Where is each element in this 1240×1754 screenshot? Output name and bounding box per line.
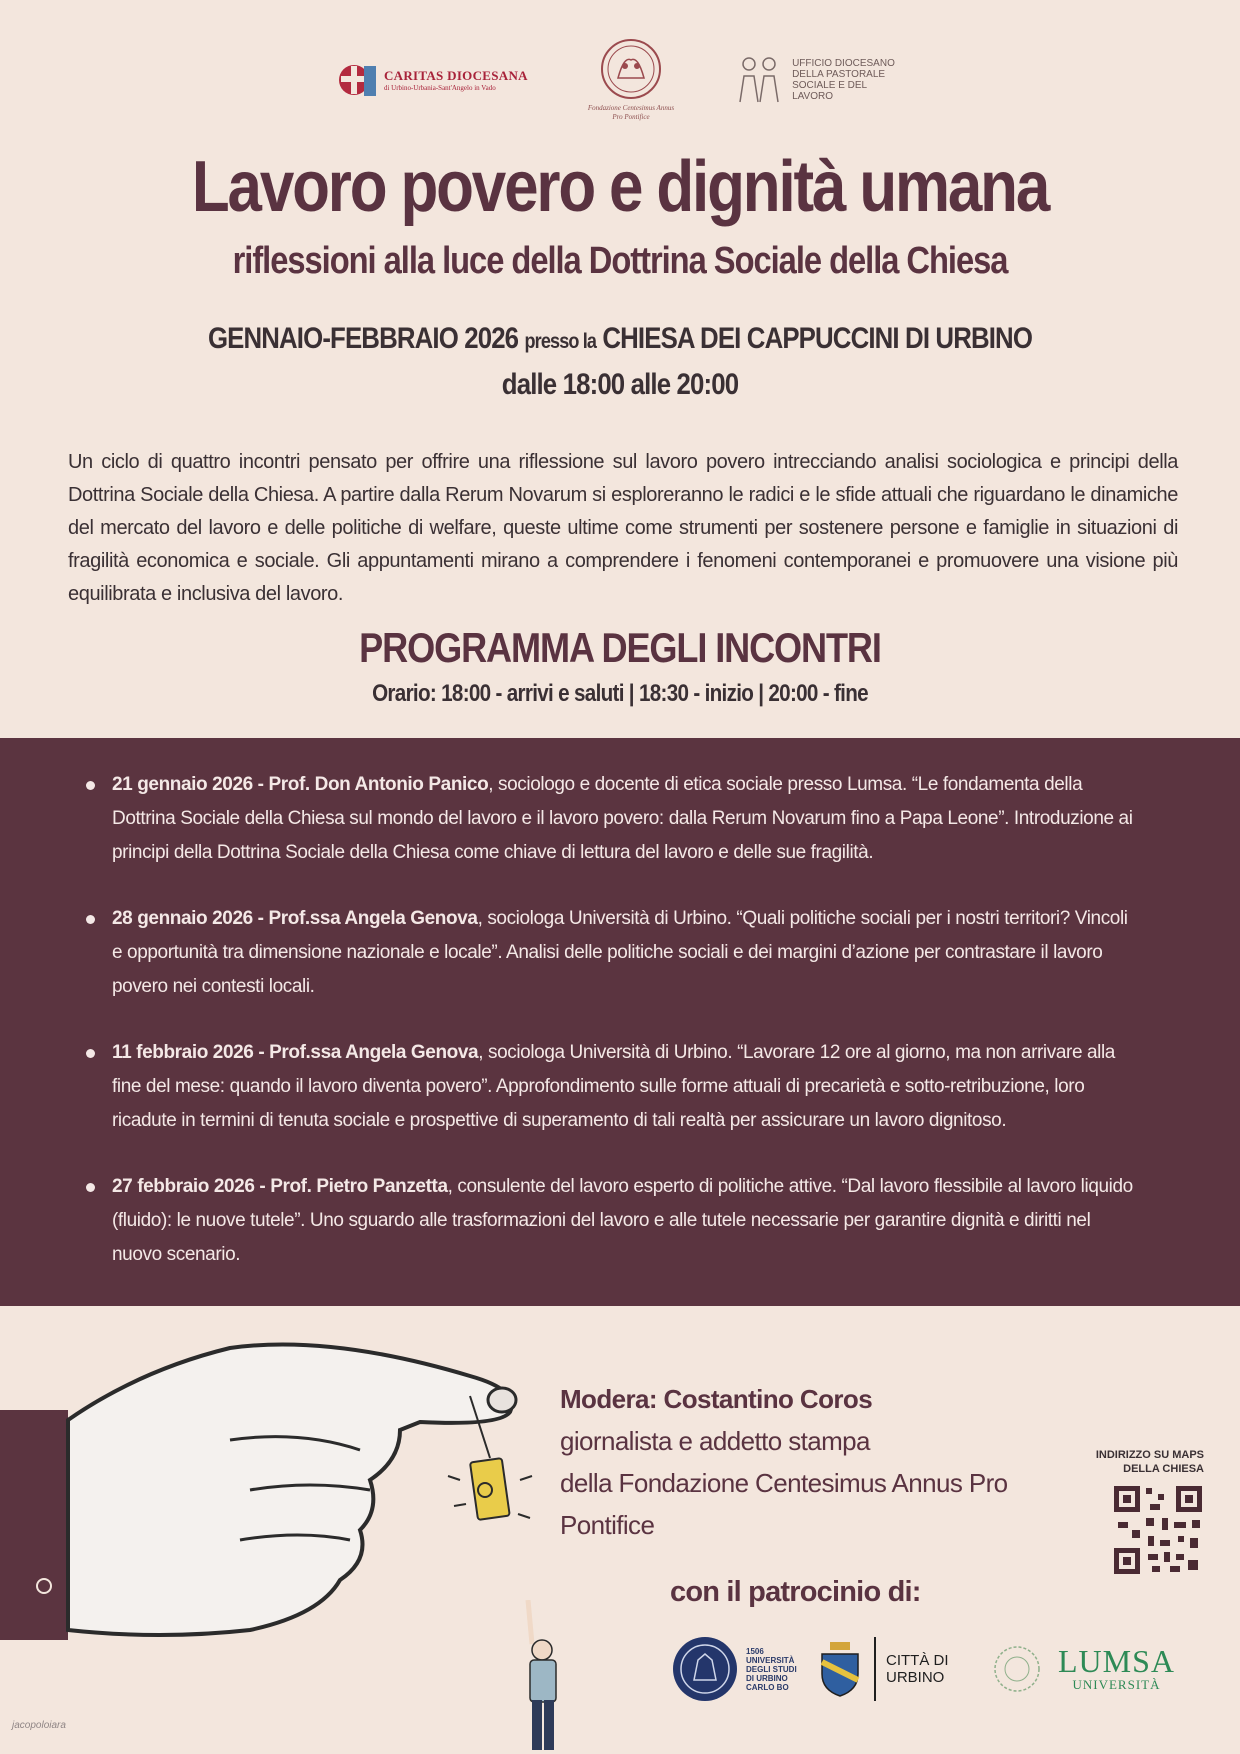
caritas-subtitle: di Urbino-Urbania-Sant'Angelo in Vado	[383, 84, 496, 92]
event-text: , sociologa Università di Urbino. “Quali politiche sociali per i nostri territori? Vincoli e opportunità tra dimensione nazionale e locale”. Analisi delle politiche sociali e dei margini d’azione per contrastare il lavoro povero nei contesti locali.	[112, 908, 1128, 997]
event-item	[84, 1036, 1134, 1138]
event-item	[84, 902, 1134, 1004]
seal-emblem-icon	[598, 38, 664, 100]
moderator-name: Modera: Costantino Coros	[560, 1384, 873, 1414]
program-band	[0, 738, 1240, 1306]
lumsa-logo	[1058, 1645, 1175, 1693]
qr-code-icon[interactable]	[1112, 1484, 1204, 1576]
moderator-block	[560, 1378, 1080, 1546]
event-item	[84, 768, 1134, 870]
seal-caption-line-2: Pro Pontifice	[612, 113, 650, 121]
ufficio-figures-icon	[734, 52, 784, 108]
urbino-coat-of-arms-icon	[816, 1640, 864, 1698]
qr-label	[1094, 1448, 1204, 1476]
reaching-person-illustration	[516, 1600, 566, 1754]
illustrator-signature: jacopoloiara	[12, 1720, 66, 1731]
ufficio-logo	[734, 52, 902, 108]
seal-caption-line-1: Fondazione Centesimus Annus	[587, 104, 675, 112]
event-text: , sociologa Università di Urbino. “Lavorare 12 ore al giorno, ma non arrivare alla fine del mese: quando il lavoro diventa povero”. Approfondimento sulle forme attuali di precarietà e sotto-retribuzione, loro ricadute in termini di tenuta sociale e prospettive di superamento di tali realtà per assicurare un lavoro dignitoso.	[112, 1042, 1115, 1131]
page-title: Lavoro povero e dignità umana	[191, 147, 1049, 227]
event-text: , consulente del lavoro esperto di politiche attive. “Dal lavoro flessibile al lavoro liquido (fluido): le nuove tutele”. Uno sguardo alle trasformazioni del lavoro e alle tutele necessarie per garantire dignità e diritti nel nuovo scenario.	[112, 1176, 1133, 1265]
patronage-title: con il patrocinio di:	[670, 1576, 921, 1608]
program-hours: Orario: 18:00 - arrivi e saluti | 18:30 - inizio | 20:00 - fine	[372, 680, 868, 707]
urbino-divider	[874, 1637, 876, 1701]
urbino-text: CITTÀ DI URBINO	[886, 1652, 949, 1686]
seal-caption	[588, 104, 674, 122]
intro-paragraph: Un ciclo di quattro incontri pensato per offrire una riflessione sul lavoro povero intrecciando analisi sociologica e principi della Dottrina Sociale della Chiesa. A partire dalla Rerum Novarum si esploreranno le radici e le sfide attuali che riguardano le dinamiche del mercato del lavoro e delle politiche di welfare, queste ultime come strumenti per sostenere persone e famiglie in situazioni di fragilità economica e sociale. Gli appuntamenti mirano a comprendere i fenomeni contemporanei e promuovere una visione più equilibrata e inclusiva del lavoro.	[68, 451, 1178, 605]
maps-qr-block[interactable]	[1094, 1448, 1204, 1581]
pointing-hand-illustration	[0, 1330, 540, 1660]
moderator-role-2: della Fondazione Centesimus Annus Pro Pontifice	[560, 1468, 1008, 1540]
event-head: 28 gennaio 2026 - Prof.ssa Angela Genova	[112, 908, 478, 929]
city-urbino-logo	[816, 1637, 976, 1701]
page-subtitle: riflessioni alla luce della Dottrina Sociale della Chiesa	[232, 240, 1008, 282]
event-head: 11 febbraio 2026 - Prof.ssa Angela Genova	[112, 1042, 479, 1063]
events-list	[84, 768, 1134, 1304]
event-hours: dalle 18:00 alle 20:00	[501, 368, 739, 401]
dates-venue: CHIESA DEI CAPPUCCINI DI URBINO	[602, 322, 1033, 355]
uniurb-text: 1506 UNIVERSITÀ DEGLI STUDI DI URBINO CARLO BO	[746, 1646, 797, 1692]
uniurb-logo	[672, 1636, 800, 1702]
dates-period: GENNAIO-FEBBRAIO 2026	[207, 322, 519, 355]
header-logos	[0, 40, 1240, 120]
lumsa-university: UNIVERSITÀ	[1072, 1677, 1161, 1692]
diocesan-emblem-icon	[992, 1639, 1042, 1699]
event-dates-location	[87, 322, 1153, 356]
program-title: PROGRAMMA DEGLI INCONTRI	[359, 624, 881, 671]
dates-presso: presso la	[524, 330, 597, 353]
event-head: 21 gennaio 2026 - Prof. Don Antonio Panico	[112, 774, 489, 795]
caritas-logo	[338, 58, 528, 102]
event-head: 27 febbraio 2026 - Prof. Pietro Panzetta	[112, 1176, 448, 1197]
qr-label-line-2: DELLA CHIESA	[1123, 1463, 1204, 1475]
uniurb-seal-icon	[672, 1636, 738, 1702]
lumsa-name: LUMSA	[1058, 1643, 1176, 1679]
qr-label-line-1: INDIRIZZO SU MAPS	[1095, 1449, 1204, 1461]
caritas-title: CARITAS DIOCESANA	[383, 68, 528, 83]
patron-logos	[672, 1634, 1212, 1704]
ufficio-text: UFFICIO DIOCESANO DELLA PASTORALE SOCIALE E DEL LAVORO	[792, 58, 895, 102]
event-text: , sociologo e docente di etica sociale presso Lumsa. “Le fondamenta della Dottrina Sociale della Chiesa sul mondo del lavoro e il lavoro povero: dalla Rerum Novarum fino a Papa Leone”. Introduzione ai principi della Dottrina Sociale della Chiesa come chiave di lettura del lavoro e delle sue fragilità.	[112, 774, 1133, 863]
moderator-role-1: giornalista e addetto stampa	[560, 1426, 870, 1456]
event-item	[84, 1170, 1134, 1272]
caritas-cross-icon	[338, 58, 378, 102]
centesimus-seal-logo	[588, 38, 674, 122]
